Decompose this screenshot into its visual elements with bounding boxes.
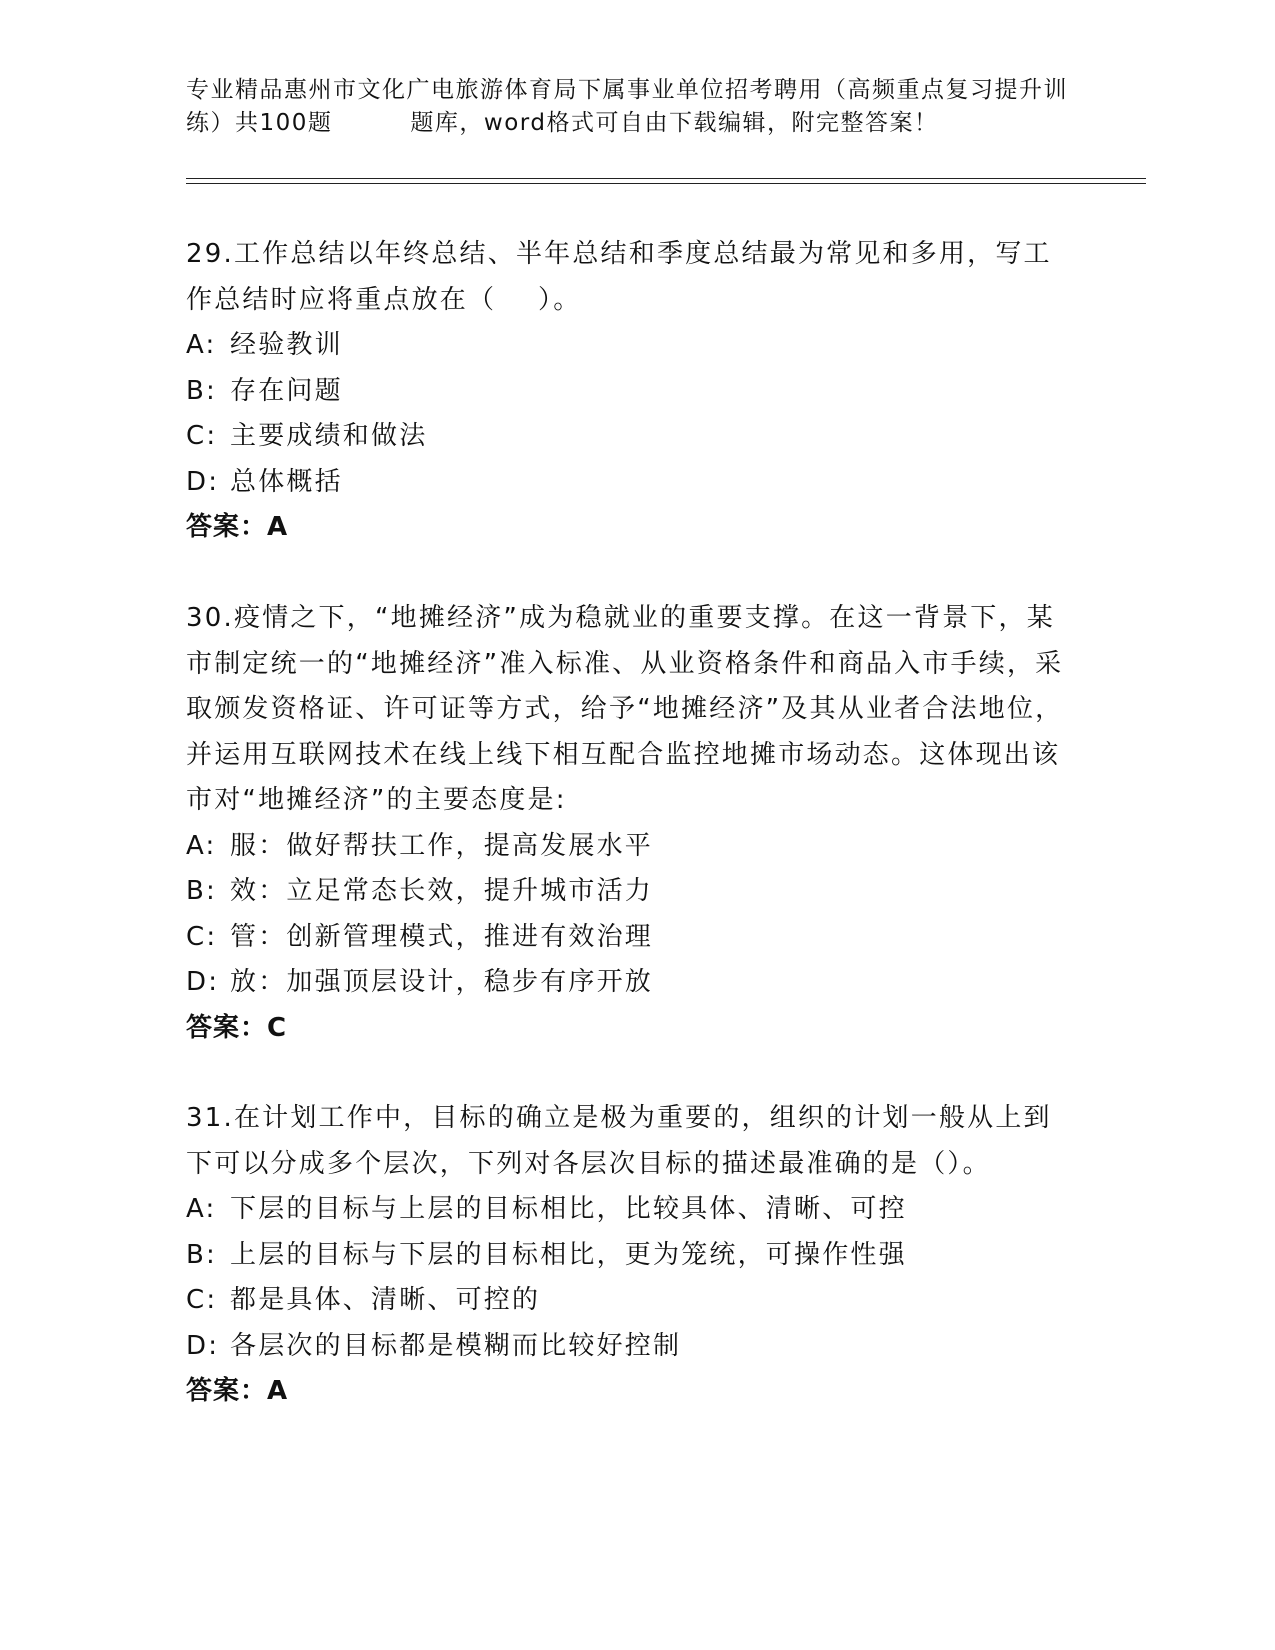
option-a — [186, 323, 1066, 369]
option-key: A: — [186, 330, 217, 360]
option-key: D: — [186, 967, 220, 997]
question-31 — [186, 1096, 1066, 1415]
option-key: D: — [186, 1330, 220, 1361]
question-29 — [186, 232, 1066, 551]
option-b — [186, 369, 1066, 415]
option-key: C: — [186, 421, 218, 451]
option-key: B: — [186, 375, 217, 406]
option-d — [186, 1324, 1066, 1370]
option-key: B: — [186, 876, 217, 906]
answer: 答案：C — [186, 1012, 288, 1043]
option-text: 效：立足常态长效，提升城市活力 — [230, 876, 654, 906]
question-30 — [186, 596, 1066, 1051]
header-line-2 — [186, 107, 1086, 140]
header-line-2-part-1: 练）共100题 — [186, 110, 333, 136]
option-text: 经验教训 — [230, 330, 343, 360]
document-header — [186, 74, 1086, 140]
option-text: 都是具体、清晰、可控的 — [230, 1285, 541, 1315]
question-text: 29.工作总结以年终总结、半年总结和季度总结最为常见和多用，写工作总结时应将重点放在（ ）。 — [186, 239, 1052, 315]
option-c — [186, 1278, 1066, 1324]
option-key: A: — [186, 830, 217, 861]
header-line-2-part-2: 题库，word格式可自由下载编辑，附完整答案！ — [410, 110, 939, 136]
header-divider-top — [186, 178, 1146, 179]
option-text: 存在问题 — [230, 375, 343, 406]
option-text: 管：创新管理模式，推进有效治理 — [230, 921, 654, 952]
option-d — [186, 460, 1066, 506]
option-key: C: — [186, 1285, 218, 1315]
option-b — [186, 869, 1066, 915]
question-text: 31.在计划工作中，目标的确立是极为重要的，组织的计划一般从上到下可以分成多个层次，下列对各层次目标的描述最准确的是（）。 — [186, 1103, 1052, 1179]
option-key: A: — [186, 1194, 217, 1224]
option-text: 放：加强顶层设计，稳步有序开放 — [230, 967, 654, 997]
option-b — [186, 1233, 1066, 1279]
option-a — [186, 1187, 1066, 1233]
answer: 答案：A — [186, 512, 289, 542]
answer: 答案：A — [186, 1376, 289, 1406]
option-text: 服：做好帮扶工作，提高发展水平 — [230, 830, 654, 861]
option-d — [186, 960, 1066, 1006]
header-divider-bottom — [186, 183, 1146, 184]
option-key: C: — [186, 921, 218, 952]
option-text: 下层的目标与上层的目标相比，比较具体、清晰、可控 — [230, 1194, 907, 1224]
option-c — [186, 915, 1066, 961]
option-text: 上层的目标与下层的目标相比，更为笼统，可操作性强 — [230, 1239, 907, 1270]
option-text: 各层次的目标都是模糊而比较好控制 — [230, 1330, 682, 1361]
option-a — [186, 824, 1066, 870]
option-c — [186, 414, 1066, 460]
header-line-1: 专业精品惠州市文化广电旅游体育局下属事业单位招考聘用（高频重点复习提升训 — [186, 77, 1068, 103]
option-text: 主要成绩和做法 — [230, 421, 428, 451]
option-key: B: — [186, 1239, 217, 1270]
question-text: 30.疫情之下，“地摊经济”成为稳就业的重要支撑。在这一背景下，某市制定统一的“地摊经济”准入标准、从业资格条件和商品入市手续，采取颁发资格证、许可证等方式，给予“地摊经济”及其从业者合法地位，并运用互联网技术在线上线下相互配合监控地摊市场动态。这体现出该市对“地摊经济”的主要态度是: — [186, 603, 1064, 815]
option-text: 总体概括 — [230, 466, 343, 497]
option-key: D: — [186, 466, 220, 497]
